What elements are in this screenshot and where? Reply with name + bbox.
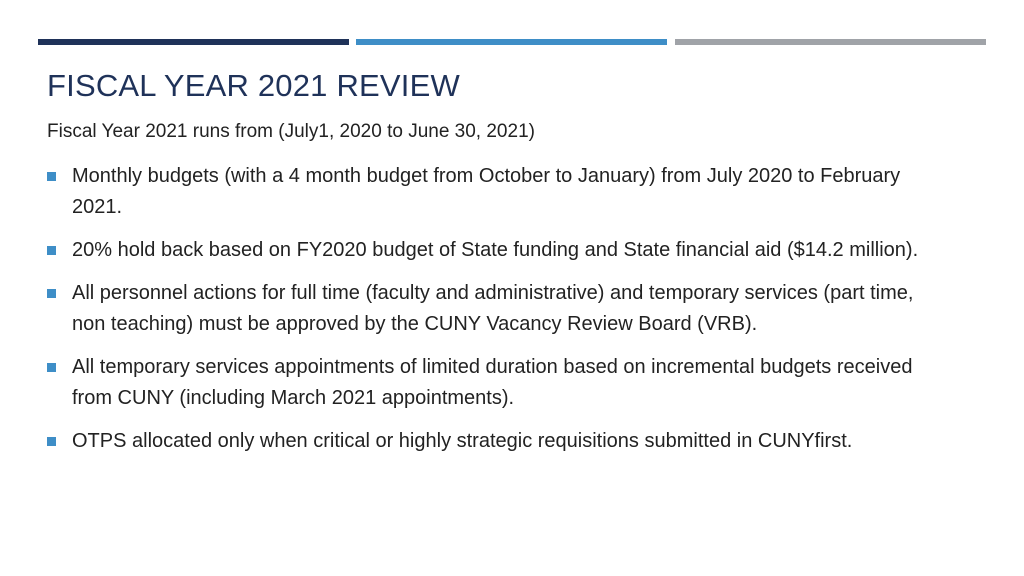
header-rule-gray [675, 39, 986, 45]
bullet-item-temporary-services [47, 352, 947, 414]
bullet-item-monthly-budgets [47, 161, 947, 223]
slide-title: FISCAL YEAR 2021 REVIEW [47, 68, 460, 103]
square-bullet-icon [47, 246, 56, 255]
bullet-item-personnel-actions [47, 278, 947, 340]
bullet-list [47, 161, 947, 469]
bullet-text: Monthly budgets (with a 4 month budget from October to January) from July 2020 to February 2021. [72, 165, 901, 218]
square-bullet-icon [47, 289, 56, 298]
square-bullet-icon [47, 172, 56, 181]
bullet-text: All temporary services appointments of limited duration based on incremental budgets received from CUNY (including March 2021 appointments). [72, 356, 913, 409]
bullet-item-hold-back [47, 235, 947, 266]
header-rule-blue [356, 39, 667, 45]
square-bullet-icon [47, 437, 56, 446]
bullet-item-otps [47, 426, 947, 457]
bullet-text: OTPS allocated only when critical or highly strategic requisitions submitted in CUNYfirst. [72, 430, 853, 452]
header-rule-navy [38, 39, 349, 45]
square-bullet-icon [47, 363, 56, 372]
bullet-text: 20% hold back based on FY2020 budget of State funding and State financial aid ($14.2 million). [72, 239, 919, 261]
bullet-text: All personnel actions for full time (faculty and administrative) and temporary services (part time, non teaching) must be approved by the CUNY Vacancy Review Board (VRB). [72, 282, 914, 335]
slide-subtitle: Fiscal Year 2021 runs from (July1, 2020 to June 30, 2021) [47, 121, 535, 142]
